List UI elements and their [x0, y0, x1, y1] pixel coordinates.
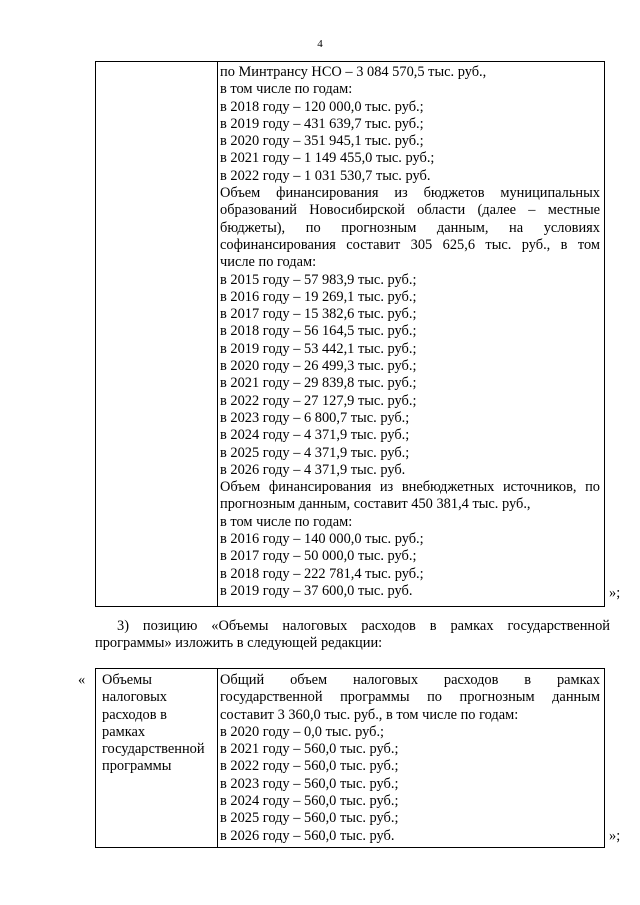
text-line: в 2021 году – 560,0 тыс. руб.;: [220, 741, 399, 758]
text-line: в 2023 году – 560,0 тыс. руб.;: [220, 775, 399, 792]
text-line: в 2025 году – 4 371,9 тыс. руб.;: [220, 444, 410, 461]
text-line: в 2021 году – 29 839,8 тыс. руб.;: [220, 375, 417, 392]
amendment-text-line-1: 3) позицию «Объемы налоговых расходов в рамках государственной: [117, 618, 610, 634]
text-line: в 2019 году – 53 442,1 тыс. руб.;: [220, 340, 417, 357]
text-line: в 2022 году – 1 031 530,7 тыс. руб.: [220, 167, 431, 184]
text-line: составит 3 360,0 тыс. руб., в том числе по годам:: [220, 706, 519, 723]
tax-expenditure-details-cell: [220, 672, 600, 845]
column-divider: [217, 62, 218, 606]
text-line: государственной программы по прогнозным данным: [220, 689, 600, 706]
text-line: в 2018 году – 120 000,0 тыс. руб.;: [220, 98, 424, 115]
text-line: софинансирования составит 305 625,6 тыс. руб., в том: [220, 236, 600, 253]
text-line: в 2026 году – 4 371,9 тыс. руб.: [220, 461, 406, 478]
text-line: в том числе по годам:: [220, 81, 353, 98]
text-line: в 2019 году – 37 600,0 тыс. руб.: [220, 582, 413, 599]
text-line: по Минтрансу НСО – 3 084 570,5 тыс. руб.,: [220, 64, 487, 80]
text-line: образований Новосибирской области (далее – местные: [220, 202, 600, 219]
text-line: в 2026 году – 560,0 тыс. руб.: [220, 827, 395, 844]
text-line: в 2015 году – 57 983,9 тыс. руб.;: [220, 271, 417, 288]
column-divider: [217, 669, 218, 847]
text-line: в 2018 году – 222 781,4 тыс. руб.;: [220, 565, 424, 582]
amendment-text-line-2: программы» изложить в следующей редакции:: [95, 635, 383, 652]
funding-table-continued: [95, 61, 605, 607]
text-line: прогнозным данным, составит 450 381,4 тыс. руб.,: [220, 496, 531, 513]
closing-quote-mark: »;: [609, 585, 621, 601]
text-line: в 2019 году – 431 639,7 тыс. руб.;: [220, 115, 424, 132]
text-line: в 2016 году – 19 269,1 тыс. руб.;: [220, 288, 417, 305]
text-line: рамках: [102, 723, 146, 740]
text-line: Объем финансирования из внебюджетных источников, по: [220, 479, 600, 496]
text-line: в 2025 году – 560,0 тыс. руб.;: [220, 810, 399, 827]
text-line: в том числе по годам:: [220, 513, 353, 530]
text-line: в 2016 году – 140 000,0 тыс. руб.;: [220, 531, 424, 548]
text-line: в 2017 году – 15 382,6 тыс. руб.;: [220, 306, 417, 323]
text-line: в 2018 году – 56 164,5 тыс. руб.;: [220, 323, 417, 340]
text-line: в 2022 году – 560,0 тыс. руб.;: [220, 758, 399, 775]
tax-expenditure-table: [95, 668, 605, 848]
text-line: в 2020 году – 0,0 тыс. руб.;: [220, 723, 385, 740]
text-line: в 2024 году – 560,0 тыс. руб.;: [220, 793, 399, 810]
text-line: в 2020 году – 351 945,1 тыс. руб.;: [220, 133, 424, 150]
closing-quote-mark: »;: [609, 828, 621, 844]
text-line: числе по годам:: [220, 254, 317, 271]
text-line: в 2023 году – 6 800,7 тыс. руб.;: [220, 409, 410, 426]
text-line: программы: [102, 758, 172, 775]
text-line: Объем финансирования из бюджетов муниципальных: [220, 185, 600, 202]
text-line: в 2021 году – 1 149 455,0 тыс. руб.;: [220, 150, 435, 167]
text-line: бюджеты), по прогнозным данным, на условиях: [220, 219, 600, 236]
position-name-cell: [102, 672, 214, 776]
text-line: Объемы: [102, 672, 152, 688]
opening-quote-mark: «: [78, 672, 86, 688]
text-line: государственной: [102, 741, 205, 758]
text-line: в 2020 году – 26 499,3 тыс. руб.;: [220, 358, 417, 375]
text-line: в 2022 году – 27 127,9 тыс. руб.;: [220, 392, 417, 409]
page-number: 4: [317, 38, 323, 50]
text-line: налоговых: [102, 689, 167, 706]
text-line: расходов в: [102, 706, 167, 723]
text-line: в 2017 году – 50 000,0 тыс. руб.;: [220, 548, 417, 565]
text-line: Общий объем налоговых расходов в рамках: [220, 672, 600, 688]
text-line: в 2024 году – 4 371,9 тыс. руб.;: [220, 427, 410, 444]
funding-details-cell: [220, 64, 600, 600]
amendment-paragraph: [95, 618, 610, 653]
